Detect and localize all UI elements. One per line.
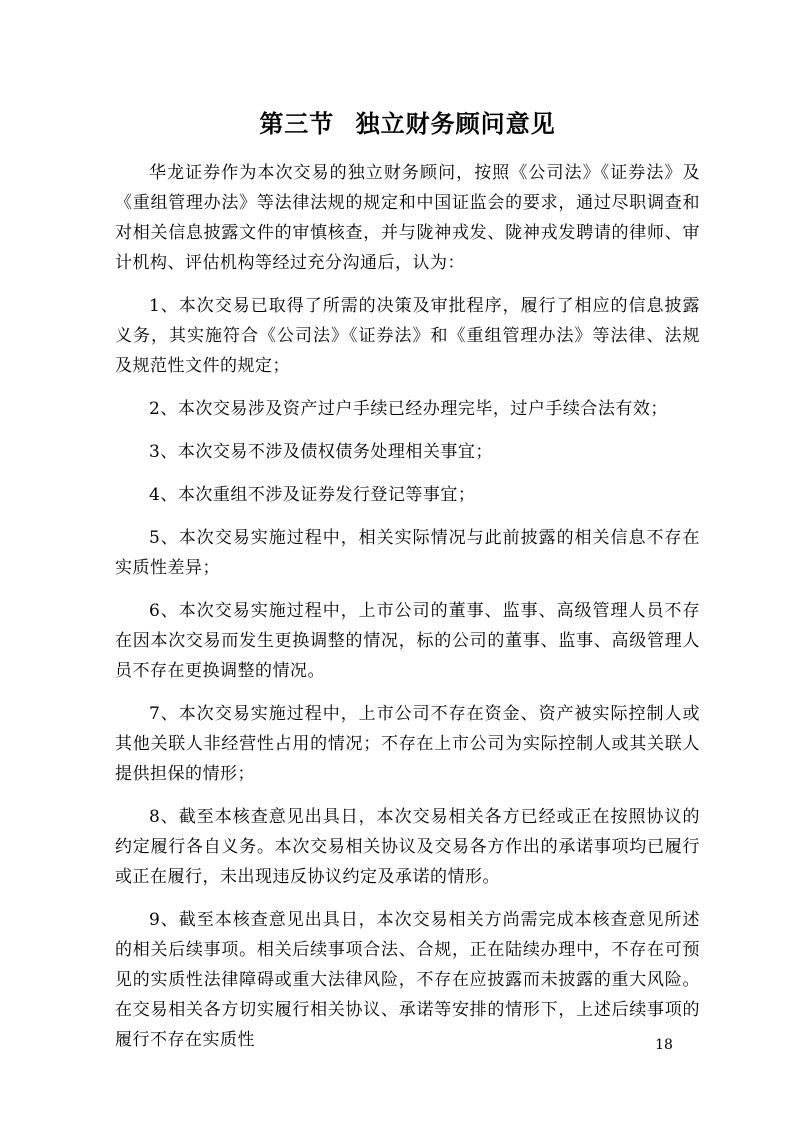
section-title: 第三节 独立财务顾问意见 — [259, 110, 556, 138]
paragraph-item-7: 7、本次交易实施过程中，上市公司不存在资金、资产被实际控制人或其他关联人非经营性占用的情况；不存在上市公司为实际控制人或其关联人提供担保的情形； — [115, 704, 700, 784]
paragraph-item-9: 9、截至本核查意见出具日，本次交易相关方尚需完成本核查意见所述的相关后续事项。相关后续事项合法、合规，正在陆续办理中，不存在可预见的实质性法律障碍或重大法律风险，不存在应披露而未披露的重大风险。在交易相关各方切实履行相关协议、承诺等安排的情形下，上述后续事项的履行不存在实质性 — [115, 910, 700, 1050]
paragraph-item-2: 2、本次交易涉及资产过户手续已经办理完毕，过户手续合法有效； — [149, 399, 668, 419]
paragraph-item-6: 6、本次交易实施过程中，上市公司的董事、监事、高级管理人员不存在因本次交易而发生更换调整的情况，标的公司的董事、监事、高级管理人员不存在更换调整的情况。 — [115, 601, 700, 681]
paragraph-item-4: 4、本次重组不涉及证券发行登记等事宜； — [149, 485, 476, 505]
document-content — [115, 108, 700, 1068]
paragraph-item-1: 1、本次交易已取得了所需的决策及审批程序，履行了相应的信息披露义务，其实施符合《公司法》《证券法》和《重组管理办法》等法律、法规及规范性文件的规定； — [115, 296, 700, 376]
paragraph-item-5: 5、本次交易实施过程中，相关实际情况与此前披露的相关信息不存在实质性差异； — [115, 528, 700, 578]
page-number: 18 — [655, 1037, 673, 1053]
paragraph-item-3: 3、本次交易不涉及债权债务处理相关事宜； — [149, 442, 493, 462]
paragraph-intro: 华龙证券作为本次交易的独立财务顾问，按照《公司法》《证券法》及《重组管理办法》等法律法规的规定和中国证监会的要求，通过尽职调查和对相关信息披露文件的审慎核查，并与陇神戎发、陇神戎发聘请的律师、审计机构、评估机构等经过充分沟通后，认为： — [115, 163, 700, 273]
paragraph-item-8: 8、截至本核查意见出具日，本次交易相关各方已经或正在按照协议的约定履行各自义务。本次交易相关协议及交易各方作出的承诺事项均已履行或正在履行，未出现违反协议约定及承诺的情形。 — [115, 807, 700, 887]
